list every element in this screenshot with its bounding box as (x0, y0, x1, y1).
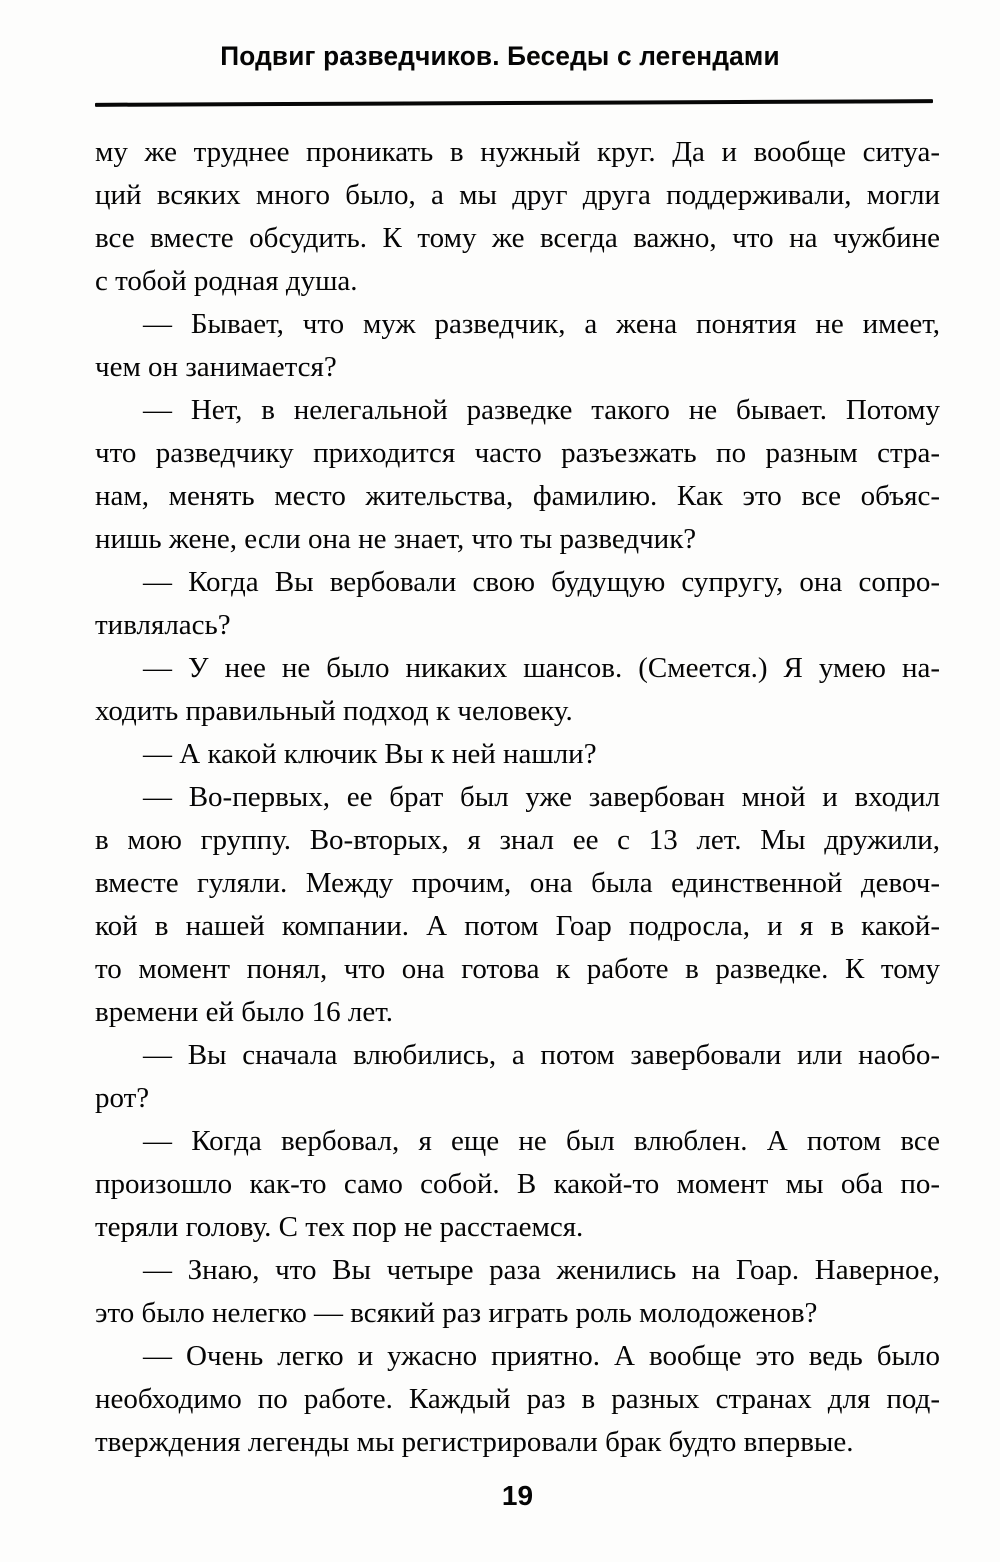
page-number: 19 (501, 1480, 534, 1511)
text-line: — Бывает, что муж разведчик, а жена понятия не имеет, (143, 308, 940, 340)
text-line: нишь жене, если она не знает, что ты разведчик? (95, 523, 697, 555)
text-line: это было нелегко — всякий раз играть роль молодоженов? (95, 1297, 818, 1329)
text-line: теряли голову. С тех пор не расстаемся. (95, 1211, 584, 1243)
text-line: что разведчику приходится часто разъезжать по разным стра- (95, 437, 940, 469)
text-line: все вместе обсудить. К тому же всегда важно, что на чужбине (95, 222, 940, 254)
text-line: му же труднее проникать в нужный круг. Да и вообще ситуа- (95, 136, 940, 168)
text-line: чем он занимается? (95, 351, 337, 383)
body-text (95, 131, 940, 1464)
text-line: кой в нашей компании. А потом Гоар подросла, и я в какой- (95, 910, 940, 942)
text-line: нам, менять место жительства, фамилию. Как это все объяс- (95, 480, 940, 512)
text-line: рот? (95, 1082, 150, 1114)
text-line: тивлялась? (95, 609, 231, 641)
text-line: вместе гуляли. Между прочим, она была единственной девоч- (95, 867, 940, 899)
text-line: тверждения легенды мы регистрировали брак будто впервые. (95, 1426, 854, 1458)
text-line: необходимо по работе. Каждый раз в разных странах для под- (95, 1383, 940, 1415)
text-line: — Когда Вы вербовали свою будущую супругу, она сопро- (143, 566, 940, 598)
text-line: — У нее не было никаких шансов. (Смеется.) Я умею на- (143, 652, 940, 684)
header-rule (95, 99, 933, 107)
text-line: — А какой ключик Вы к ней нашли? (143, 738, 597, 770)
text-line: ций всяких много было, а мы друг друга поддерживали, могли (95, 179, 940, 211)
text-line: с тобой родная душа. (95, 265, 358, 297)
text-line: — Когда вербовал, я еще не был влюблен. А потом все (143, 1125, 940, 1157)
text-line: — Нет, в нелегальной разведке такого не бывает. Потому (143, 394, 940, 426)
text-line: — Вы сначала влюбились, а потом завербовали или наобо- (143, 1039, 940, 1071)
text-line: в мою группу. Во-вторых, я знал ее с 13 лет. Мы дружили, (95, 824, 940, 856)
text-line: — Очень легко и ужасно приятно. А вообще это ведь было (143, 1340, 940, 1372)
text-line: то момент понял, что она готова к работе в разведке. К тому (95, 953, 940, 985)
text-line: — Знаю, что Вы четыре раза женились на Гоар. Наверное, (143, 1254, 940, 1286)
text-line: ходить правильный подход к человеку. (95, 695, 573, 727)
text-line: — Во-первых, ее брат был уже завербован мной и входил (143, 781, 940, 813)
text-line: времени ей было 16 лет. (95, 996, 394, 1028)
text-line: произошло как-то само собой. В какой-то момент мы оба по- (95, 1168, 940, 1200)
running-header: Подвиг разведчиков. Беседы с легендами (220, 41, 780, 71)
